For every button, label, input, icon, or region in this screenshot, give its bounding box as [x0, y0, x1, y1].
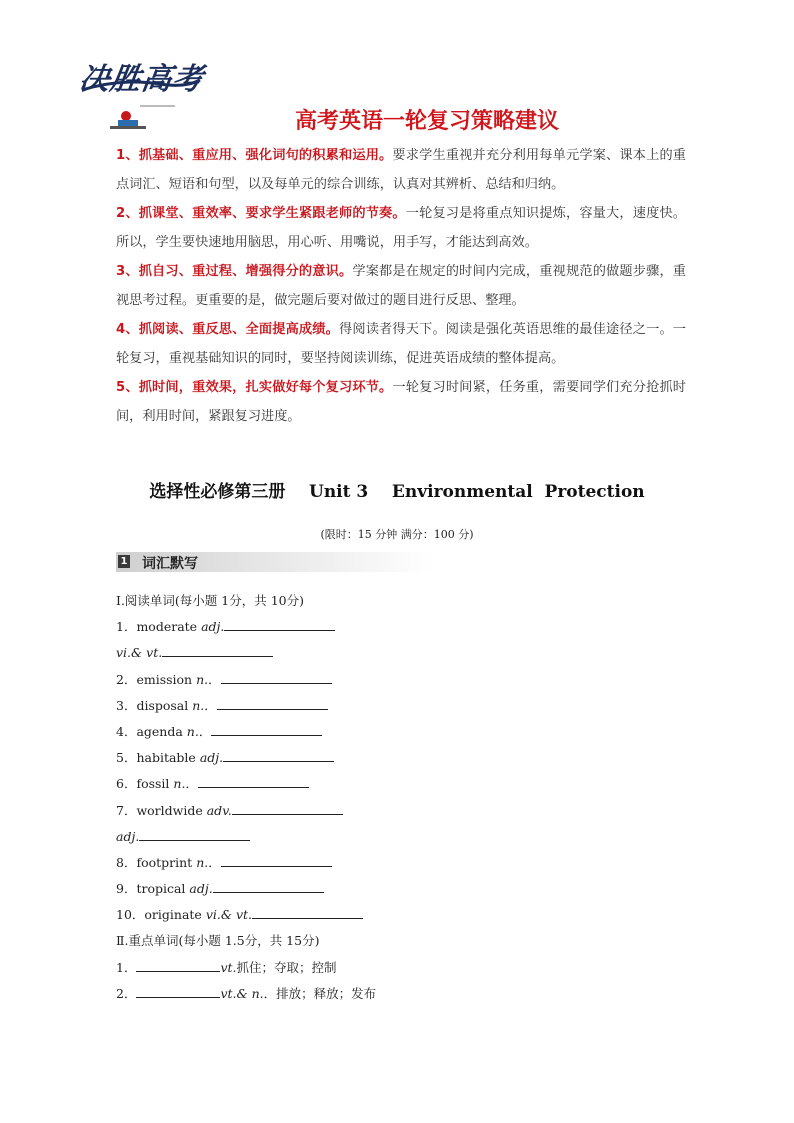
answer-blank[interactable] [211, 721, 322, 736]
list-item: adj. [116, 824, 676, 850]
answer-blank[interactable] [162, 642, 273, 657]
tip-item [116, 315, 686, 373]
list-item: 9．tropical adj. [116, 876, 676, 902]
answer-blank[interactable] [213, 878, 324, 893]
answer-blank[interactable] [252, 904, 363, 919]
list-item: 1． vt.抓住；夺取；控制 [116, 955, 676, 981]
tip-text: 一轮复习是将重点知识提炼，容量大，速度快。所以，学生要快速地用脑思，用心听、用嘴说，用手写，才能达到高效。 [116, 206, 686, 250]
list-item: 7．worldwide adv. [116, 798, 676, 824]
list-item: vi.& vt. [116, 640, 676, 666]
tip-text: 要求学生重视并充分利用每单元学案、课本上的重点词汇、短语和句型，以及每单元的综合训练，认真对其辨析、总结和归纳。 [116, 148, 686, 192]
tip-text: 学案都是在规定的时间内完成，重视规范的做题步骤，重视思考过程。更重要的是，做完题后要对做过的题目进行反思、整理。 [116, 264, 686, 308]
list-item: 2． vt.& n.．排放；释放；发布 [116, 981, 676, 1007]
answer-blank[interactable] [223, 747, 334, 762]
section-number-badge: 1 [118, 555, 130, 568]
list-item: 2．emission n.． [116, 667, 676, 693]
tip-heading: 3、抓自习、重过程、增强得分的意识。 [116, 264, 353, 279]
tip-heading: 5、抓时间，重效果，扎实做好每个复习环节。 [116, 380, 393, 395]
answer-blank[interactable] [136, 957, 220, 972]
tip-item [116, 199, 686, 257]
tip-item [116, 373, 686, 431]
list-item: 10．originate vi.& vt. [116, 902, 676, 928]
list-item: 4．agenda n.． [116, 719, 676, 745]
exercise-list [116, 588, 676, 1007]
time-limit: (限时：15 分钟 满分：100 分) [320, 528, 474, 541]
answer-blank[interactable] [198, 773, 309, 788]
answer-blank[interactable] [136, 983, 220, 998]
tip-heading: 2、抓课堂、重效率、要求学生紧跟老师的节奏。 [116, 206, 406, 221]
answer-blank[interactable] [221, 852, 332, 867]
list-item: 5．habitable adj. [116, 745, 676, 771]
tip-item [116, 141, 686, 199]
vocab-section-header [116, 552, 436, 572]
page-title: 高考英语一轮复习策略建议 [294, 109, 559, 134]
tip-item [116, 257, 686, 315]
unit-title: 选择性必修第三册 Unit 3 Environmental Protection [149, 482, 645, 502]
answer-blank[interactable] [224, 616, 335, 631]
answer-blank[interactable] [232, 800, 343, 815]
tip-heading: 4、抓阅读、重反思、全面提高成绩。 [116, 322, 339, 337]
answer-blank[interactable] [139, 826, 250, 841]
tip-text: 得阅读者得天下。阅读是强化英语思维的最佳途径之一。一轮复习，重视基础知识的同时，要坚持阅读训练，促进英语成绩的整体提高。 [116, 322, 686, 366]
tip-text: 一轮复习时间紧，任务重，需要同学们充分抢抓时间，利用时间，紧跟复习进度。 [116, 380, 686, 424]
list-item: 1．moderate adj. [116, 614, 676, 640]
part-heading: Ⅰ.阅读单词(每小题 1分，共 10分) [116, 593, 304, 608]
strategy-tips [116, 141, 686, 431]
answer-blank[interactable] [217, 695, 328, 710]
list-item: 3．disposal n.． [116, 693, 676, 719]
answer-blank[interactable] [221, 669, 332, 684]
part-heading: Ⅱ.重点单词(每小题 1.5分，共 15分) [116, 933, 320, 949]
list-item: 6．fossil n.． [116, 771, 676, 797]
section-title: 词汇默写 [142, 556, 198, 572]
logo-text: 决胜高考 [77, 62, 206, 97]
list-item: 8．footprint n.． [116, 850, 676, 876]
tip-heading: 1、抓基础、重应用、强化词句的积累和运用。 [116, 148, 393, 163]
